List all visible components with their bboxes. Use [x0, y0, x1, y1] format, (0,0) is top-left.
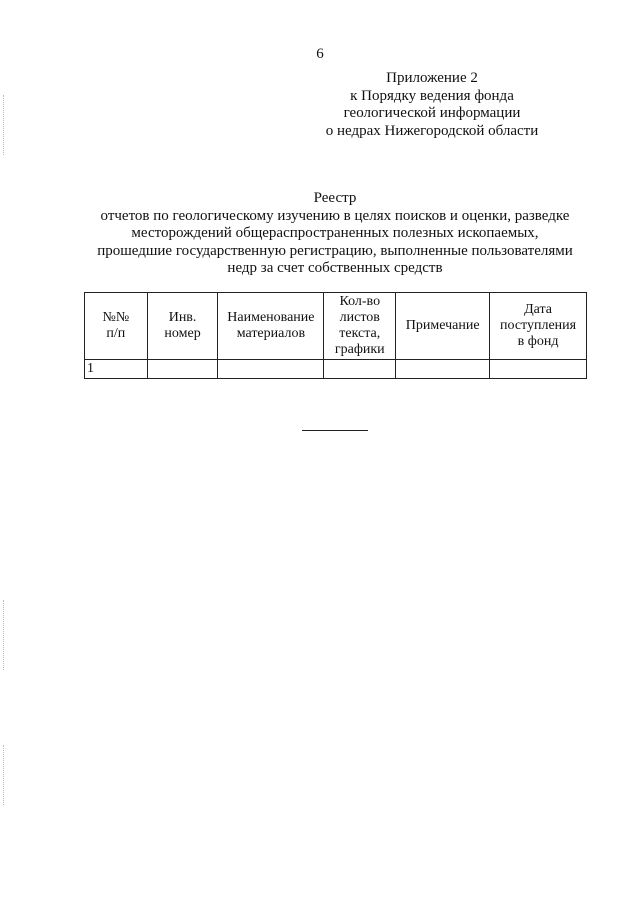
appendix-line: Приложение 2 [386, 70, 478, 86]
title-heading: Реестр [313, 190, 357, 206]
table-cell [396, 360, 490, 379]
appendix-line: к Порядку ведения фонда [350, 87, 514, 104]
registry-table [84, 292, 587, 379]
column-header-sheet-count: Кол-во листов текста, графики [324, 293, 396, 360]
table-cell [218, 360, 324, 379]
appendix-line: геологической информации [343, 105, 521, 121]
column-header-receipt-date: Дата поступления в фонд [490, 293, 587, 360]
scan-margin-mark [3, 745, 5, 805]
title-line: недр за счет собственных средств [227, 260, 443, 276]
table-cell: 1 [85, 360, 148, 379]
page-number: 6 [316, 46, 324, 62]
table-cell [324, 360, 396, 379]
title-line: прошедшие государственную регистрацию, выполненные пользователями [97, 242, 573, 259]
scan-margin-mark [3, 600, 5, 670]
table-cell [147, 360, 218, 379]
title-line: отчетов по геологическому изучению в целях поисков и оценки, разведке [100, 207, 570, 224]
column-header-materials-name: Наименование материалов [218, 293, 324, 360]
appendix-line: о недрах Нижегородской области [325, 122, 539, 139]
table-header-row [85, 293, 587, 360]
column-header-number: №№ п/п [85, 293, 148, 360]
table-cell [490, 360, 587, 379]
appendix-reference [282, 70, 582, 140]
scan-margin-mark [3, 95, 5, 155]
closing-divider [302, 430, 368, 431]
column-header-note: Примечание [396, 293, 490, 360]
column-header-inventory-number: Инв. номер [147, 293, 218, 360]
document-title [70, 190, 600, 278]
title-line: месторождений общераспространенных полезных ископаемых, [131, 225, 539, 241]
table-row [85, 360, 587, 379]
